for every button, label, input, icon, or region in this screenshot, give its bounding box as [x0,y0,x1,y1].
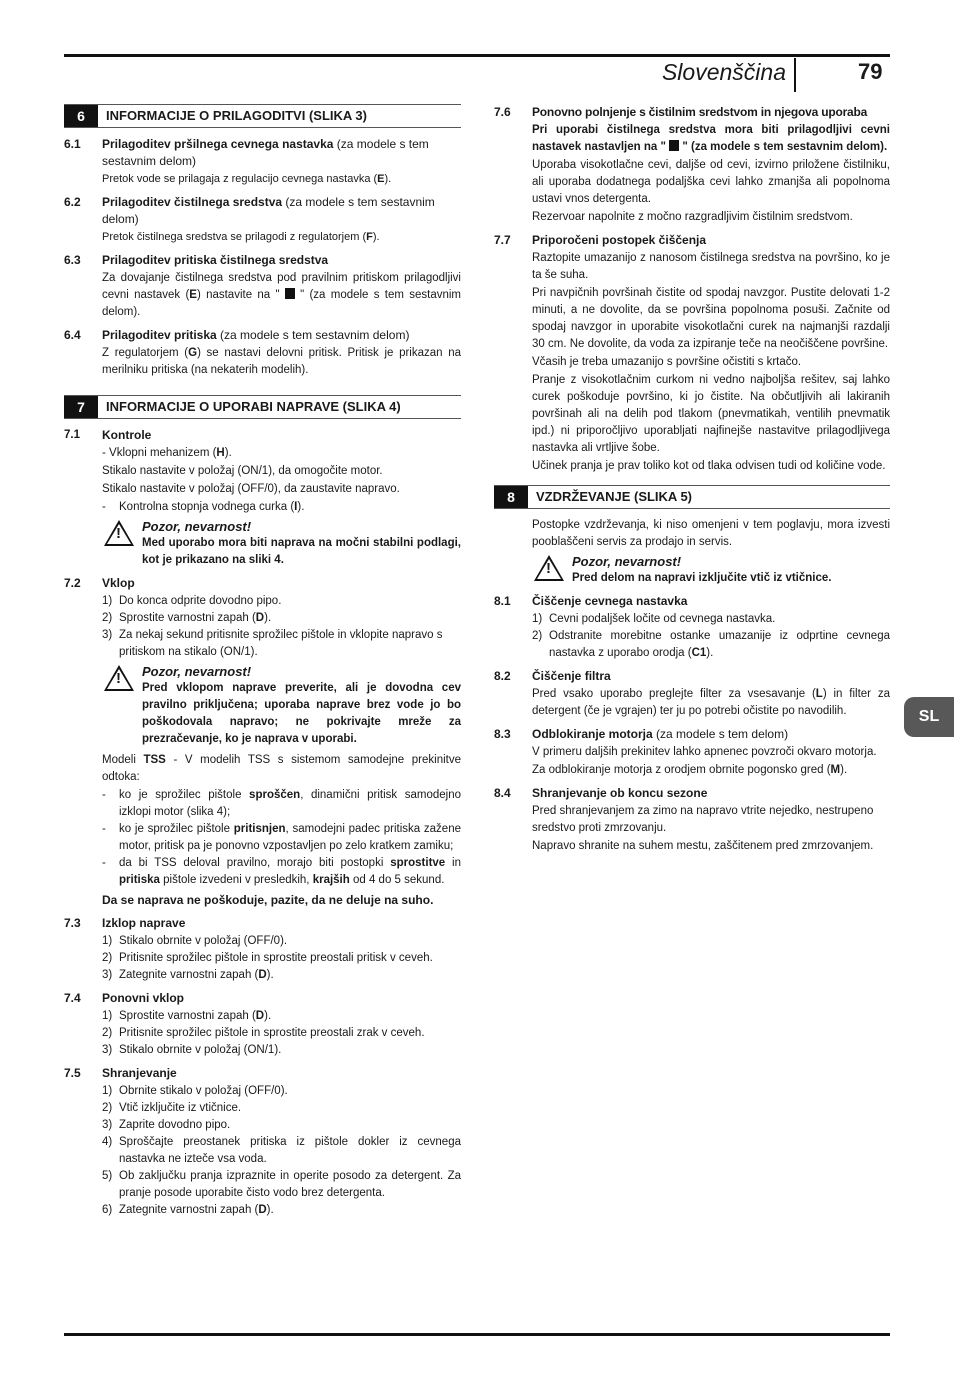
item-number: 8.2 [494,669,511,683]
item-number: 7.2 [64,576,81,590]
warning-box: ! Pozor, nevarnost! Pred delom na napravi izključite vtič iz vtičnice. [532,553,890,587]
list-item: 3) Zaprite dovodno pipo. [102,1119,231,1131]
item-heading: Vklop [102,576,135,590]
item-6-3: 6.3 Prilagoditev pritiska čistilnega sredstva Za dovajanje čistilnega sredstva pod pravilnim pritiskom prilagodljivi cevni nastavek (E) nastavite na " " (za modele s tem sestavnim delom). [64,253,461,318]
list-item: 1) Obrnite stikalo v položaj (OFF/0). [102,1085,288,1097]
list-item: 3) Za nekaj sekund pritisnite sprožilec pištole in vklopite napravo s pritiskom na stikalo (ON/1). [102,629,443,658]
list-item: - Kontrolna stopnja vodnega curka (I). [102,501,305,513]
item-8-4: 8.4 Shranjevanje ob koncu sezone Pred shranjevanjem za zimo na napravo vtrite nejedko, nestrupeno sredstvo proti zmrzovanju. Napravo shranite na suhem mestu, zaščitenem pred zmrzovanjem. [494,785,890,855]
item-number: 7.4 [64,991,81,1005]
list-item: - ko je sprožilec pištole sproščen, dinamični pritisk samodejno izklopi motor (slika 4); [102,789,461,818]
item-number: 6.2 [64,195,81,209]
list-item: 3) Stikalo obrnite v položaj (ON/1). [102,1044,282,1056]
list-item: 1) Cevni podaljšek ločite od cevnega nastavka. [532,613,776,625]
item-heading: Izklop naprave [102,916,186,930]
nozzle-symbol-icon [285,288,295,299]
list-item: 2) Odstranite morebitne ostanke umazanije iz odprtine cevnega nastavka z uporabo orodja (C1). [532,630,890,659]
item-7-2: 7.2 Vklop 1) Do konca odprite dovodno pipo. 2) Sprostite varnostni zapah (D). 3) Za nekaj sekund pritisnite sprožilec pištole in vklopite napravo s pritiskom na stikalo (ON/1). ! Pozor, nevarnost! Pred vklopom naprave preverite, ali je dovodna cev pravilno priključena; uporaba naprave brez vode jo bo poškodovala napravo; ne pokrivajte mreže za prezračevanje, ko je naprava v uporabi. Modeli TSS - V modelih TSS s sistemom samodejne prekinitve odtoka: - ko je sprožilec pištole sproščen, dinamični pritisk samodejno izklopi motor (slika 4); - ko je sprožilec pištole pritisnjen, samodejni padec pritiska zažene motor, pritisk pa je ponovno vzpostavljen po zelo kratkem zamiku; - da bi TSS deloval pravilno, morajo biti postopki sprostitve in pritiska pištole izvedeni v presledkih, krajših od 4 do 5 sekund. Da se naprava ne poškoduje, pazite, da ne deluje na suho. [64,576,461,907]
list-item: 2) Sprostite varnostni zapah (D). [102,612,272,624]
section-title: INFORMACIJE O PRILAGODITVI (SLIKA 3) [106,108,367,123]
item-heading: Priporočeni postopek čiščenja [532,233,707,247]
item-heading: Odblokiranje motorja [532,727,653,741]
item-heading: Prilagoditev pritiska [102,328,217,342]
item-7-3 [64,915,461,984]
item-heading: Čiščenje filtra [532,669,611,683]
item-8-1 [494,593,890,662]
item-number: 6.3 [64,253,81,267]
item-8-3: 8.3 Odblokiranje motorja (za modele s tem delom) V primeru daljših prekinitev lahko apnenec povzroči okvaro motorja. Za odblokiranje motorja z orodjem obrnite pogonsko gred (M). [494,727,877,776]
item-7-4 [64,990,461,1059]
warning-title: Pozor, nevarnost! [142,664,252,679]
section-8-intro: Postopke vzdrževanja, ki niso omenjeni v tem poglavju, mora izvesti pooblaščeni servis za prodajo in servis. ! Pozor, nevarnost! Pred delom na napravi izključite vtič iz vtičnice. [494,517,890,587]
section-number: 7 [64,396,98,418]
item-7-6: 7.6 Ponovno polnjenje s čistilnim sredstvom in njegova uporaba Pri uporabi čistilnega sredstva mora biti prilagodljivi cevni nastavek nastavljen na " " (za modele s tem sestavnim delom). Uporaba visokotlačne cevi, daljše od cevi, izvirno priložene čistilniku, ali uporaba dodatnega podaljška cevi lahko zmanjša ali popolnoma ustavi vnos detergenta. Rezervoar napolnite z močno razgradljivim čistilnim sredstvom. [494,105,890,223]
section-title: INFORMACIJE O UPORABI NAPRAVE (SLIKA 4) [106,399,401,414]
item-7-7: 7.7 Priporočeni postopek čiščenja Raztopite umazanijo z nanosom čistilnega sredstva na površino, ko je ta še suha. Pri navpičnih površinah čistite od spodaj navzgor. Pustite delovati 1-2 minuti, a ne dovolite, da se površina popolnoma posuši. Začnite od spodaj navzgor in uporabite visokotlačni curek na najmanjši razdalji 30 cm. Ne dovolite, da voda za izpiranje teče na neočiščene površine. Včasih je treba umazanijo s površine očistiti s krtačo. Pranje z visokotlačnim curkom ni vedno najboljša rešitev, saj lahko curek poškoduje površino, ki jo čistite. Na občutljivih ali lakiranih površinah ali na delih pod tlakom (pnevmatikah, ventilih pnevmatik ipd.) ni priporočljivo uporabljati najfinejše nastavitve prilagodljivega nastavka ali vrtljive šobe. Učinek pranja je prav toliko kot od tlaka odvisen tudi od količine vode. [494,233,890,472]
item-6-4: 6.4 Prilagoditev pritiska (za modele s tem sestavnim delom) Z regulatorjem (G) se nastavi delovni pritisk. Pritisk je prikazan na merilniku pritiska (na nekaterih modelih). [64,328,461,376]
item-number: 7.3 [64,916,81,930]
item-number: 8.4 [494,786,511,800]
item-heading: Čiščenje cevnega nastavka [532,594,688,608]
top-rule [64,54,890,57]
section-title: VZDRŽEVANJE (SLIKA 5) [536,489,693,504]
list-item: - ko je sprožilec pištole pritisnjen, samodejni padec pritiska zažene motor, pritisk pa je ponovno vzpostavljen po zelo kratkem zamiku; [102,823,461,852]
list-item: 1) Stikalo obrnite v položaj (OFF/0). [102,935,288,947]
item-number: 6.1 [64,137,81,151]
item-number: 7.6 [494,105,511,119]
language-tab[interactable]: SL [904,697,954,737]
item-number: 8.1 [494,594,511,608]
item-number: 7.5 [64,1066,81,1080]
list-item: 1) Sprostite varnostni zapah (D). [102,1010,272,1022]
item-heading: Prilagoditev pršilnega cevnega nastavka [102,137,334,151]
list-item: 1) Do konca odprite dovodno pipo. [102,595,282,607]
list-item: 2) Vtič izključite iz vtičnice. [102,1102,242,1114]
warning-title: Pozor, nevarnost! [572,554,682,569]
item-heading: Shranjevanje [102,1066,177,1080]
item-heading: Shranjevanje ob koncu sezone [532,786,708,800]
list-item: 6) Zategnite varnostni zapah (D). [102,1204,274,1216]
page-number: 79 [858,59,883,84]
section-6-header [64,104,461,128]
warning-box: ! Pozor, nevarnost! Pred vklopom naprave preverite, ali je dovodna cev pravilno priključena; uporaba naprave brez vode jo bo poškodovala napravo; ne pokrivajte mreže za prezračevanje, ko je naprava v uporabi. [102,663,461,748]
bottom-rule [64,1333,890,1336]
item-heading: Ponovni vklop [102,991,185,1005]
section-number: 6 [64,105,98,127]
list-item: 3) Zategnite varnostni zapah (D). [102,969,274,981]
list-item: - da bi TSS deloval pravilno, morajo biti postopki sprostitve in pritiska pištole izvedeni v presledkih, krajših od 4 do 5 sekund. [102,857,461,886]
language-title: Slovenščina [662,58,796,92]
item-heading: Prilagoditev čistilnega sredstva [102,195,283,209]
item-number: 7.1 [64,429,80,441]
item-8-2: 8.2 Čiščenje filtra Pred vsako uporabo preglejte filter za vsesavanje (L) in filter za detergent (če je vgrajen) ter ju po potrebi očistite po navodilih. [494,669,890,717]
list-item: 2) Pritisnite sprožilec pištole in sprostite preostali zrak v ceveh. [102,1027,425,1039]
warning-title: Pozor, nevarnost! [142,519,252,534]
item-heading: Kontrole [102,428,152,442]
list-item: 5) Ob zaključku pranja izpraznite in operite posodo za detergent. Za pranje posode uporabite čisto vodo brez detergenta. [102,1170,461,1199]
left-column [64,104,461,1225]
right-column [494,104,890,861]
list-item: 2) Pritisnite sprožilec pištole in sprostite preostali pritisk v ceveh. [102,952,433,964]
item-number: 7.7 [494,233,511,247]
item-number: 8.3 [494,727,511,741]
item-7-5 [64,1065,461,1219]
item-heading: Prilagoditev pritiska čistilnega sredstva [102,253,329,267]
item-6-2: 6.2 Prilagoditev čistilnega sredstva (za modele s tem sestavnim delom) Pretok čistilnega sredstva se prilagodi z regulatorjem (F). [64,195,435,243]
item-number: 6.4 [64,328,81,342]
section-number: 8 [494,486,528,508]
section-7-header [64,395,461,419]
section-8-header [494,485,890,509]
list-item: 4) Sproščajte preostanek pritiska iz pištole dokler iz cevnega nastavka ne izteče vsa voda. [102,1136,461,1165]
item-7-1: 7.1 Kontrole - Vklopni mehanizem (H). Stikalo nastavite v položaj (ON/1), da omogočite motor. Stikalo nastavite v položaj (OFF/0), da zaustavite napravo. - Kontrolna stopnja vodnega curka (I). ! Pozor, nevarnost! Med uporabo mora biti naprava na močni stabilni podlagi, kot je prikazano na sliki 4. [64,427,461,569]
warning-box: ! Pozor, nevarnost! Med uporabo mora biti naprava na močni stabilni podlagi, kot je prikazano na sliki 4. [102,518,461,569]
item-heading: Ponovno polnjenje s čistilnim sredstvom in njegova uporaba [532,105,868,119]
nozzle-symbol-icon [669,140,679,151]
item-6-1: 6.1 Prilagoditev pršilnega cevnega nastavka (za modele s tem sestavnim delom) Pretok vode se prilagaja z regulacijo cevnega nastavka (E). [64,137,429,185]
